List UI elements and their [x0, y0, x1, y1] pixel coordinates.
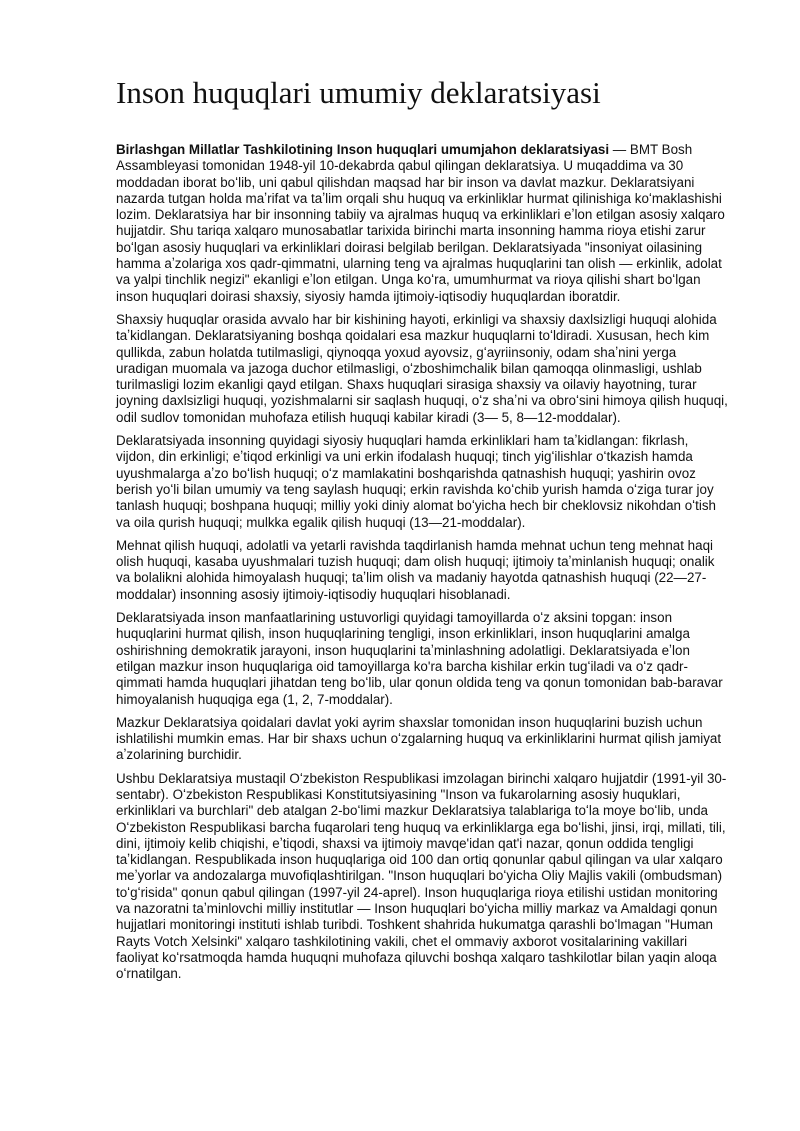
paragraph-intro [116, 142, 728, 305]
paragraph-principles: Deklaratsiyada inson manfaatlarining ustuvorligi quyidagi tamoyillarda oʻz aksini topgan: inson huquqlarini hurmat qilish, inson huquqlarining tengligi, inson erkinliklari, inson huquqlarini amalga oshirishning demokratik jarayoni, inson huquqlarini taʼminlashning adolatligi. Deklaratsiyada eʼlon etilgan mazkur inson huquqlariga oid tamoyillarga ko'ra barcha kishilar erkin tugʻiladi va oʻz qadr-qimmati hamda huquqlari jihatdan teng boʻlib, ular qonun oldida teng va qonun tomonidan bab-baravar himoyalanish huquqiga ega (1, 2, 7-moddalar). [116, 610, 723, 707]
page-title: Inson huquqlari umumiy deklaratsiyasi [116, 75, 601, 110]
lead-text: — BMT Bosh Assambleyasi tomonidan 1948-yil 10-dekabrda qabul qilingan deklaratsiya. U muqaddima va 30 moddadan iborat boʻlib, uni qabul qilishdan maqsad har bir inson va davlat mazkur. Deklaratsiyani nazarda tutgan holda maʼrifat va taʼlim orqali shu huquq va erkinliklar hurmat qilinishiga koʻmaklashishi lozim. Deklaratsiya har bir insonning tabiiy va ajralmas huquq va erkinliklari eʼlon etilgan asosiy xalqaro hujjatdir. Shu tariqa xalqaro munosabatlar tarixida birinchi marta insonning hamma rioya etishi zarur boʻlgan asosiy huquqlari va erkinliklari doirasi belgilab berilgan. Deklaratsiyada "insoniyat oilasining hamma aʼzolariga xos qadr-qimmatni, ularning teng va ajralmas huquqlarini tan olish — erkinlik, adolat va yalpi tinchlik negizi" ekanligi eʼlon etilgan. Unga koʻra, umumhurmat va rioya qilishi shart boʻlgan inson huquqlari doirasi shaxsiy, siyosiy hamda ijtimoiy-iqtisodiy huquqlardan iboratdir. [116, 142, 725, 304]
paragraph-political-rights: Deklaratsiyada insonning quyidagi siyosiy huquqlari hamda erkinliklari ham taʼkidlangan: fikrlash, vijdon, din erkinligi; eʼtiqod erkinligi va uni erkin ifodalash huquqi; tinch yigʻilishlar oʻtkazish hamda uyushmalarga aʼzo boʻlish huquqi; oʻz mamlakatini boshqarishda qatnashish huquqi; yashirin ovoz berish yoʻli bilan umumiy va teng saylash huquqi; erkin ravishda koʻchib yurish hamda oʻziga turar joy tanlash huquqi; boshpana huquqi; milliy yoki diniy alomat boʻyicha hech bir cheklovsiz nikohdan oʻtish va oila qurish huquqi; mulkka egalik qilish huquqi (13—21-moddalar). [116, 433, 716, 530]
document-page [116, 74, 728, 990]
paragraph-personal-rights: Shaxsiy huquqlar orasida avvalo har bir kishining hayoti, erkinligi va shaxsiy daxlsizligi huquqi alohida taʼkidlangan. Deklaratsiyaning boshqa qoidalari esa mazkur huquqlarni toʻldiradi. Xususan, hech kim qullikda, zabun holatda tutilmasligi, qiynoqqa yoxud ayovsiz, gʻayriinsoniy, odam shaʼnini yerga uradigan muomala va jazoga duchor etilmasligi, oʻzboshimchalik bilan qamoqqa olinmasligi, ushlab turilmasligi lozim ekanligi qayd etilgan. Shaxs huquqlari sirasiga shaxsiy va oilaviy hayotning, turar joyning daxlsizligi huquqi, yozishmalarni sir saqlash huquqi, oʻz shaʼni va obroʻsini himoya qilish huquqi, odil sudlov tomonidan muhofaza etilish huquqi kabilar kiradi (3— 5, 8—12-moddalar). [116, 311, 728, 425]
paragraph-socioeconomic-rights: Mehnat qilish huquqi, adolatli va yetarli ravishda taqdirlanish hamda mehnat uchun teng mehnat haqi olish huquqi, kasaba uyushmalari tuzish huquqi; dam olish huquqi; ijtimoiy taʼminlanish huquqi; onalik va bolalikni alohida himoyalash huquqi; taʼlim olish va madaniy hayotda qatnashish huquqi (22—27-moddalar) insonning asosiy ijtimoiy-iqtisodiy huquqlari hisoblanadi. [116, 537, 715, 602]
lead-term: Birlashgan Millatlar Tashkilotining Inson huquqlari umumjahon deklaratsiyasi [116, 142, 610, 157]
paragraph-limitations: Mazkur Deklaratsiya qoidalari davlat yoki ayrim shaxslar tomonidan inson huquqlarini buzish uchun ishlatilishi mumkin emas. Har bir shaxs uchun oʻzgalarning huquq va erkinliklarini hurmat qilish jamiyat aʼzolarining burchidir. [116, 714, 722, 763]
paragraph-uzbekistan: Ushbu Deklaratsiya mustaqil Oʻzbekiston Respublikasi imzolagan birinchi xalqaro hujjatdir (1991-yil 30-sentabr). Oʻzbekiston Respublikasi Konstitutsiyasining "Inson va fukarolarning asosiy huquklari, erkinliklari va burchlari" deb atalgan 2-boʻlimi mazkur Deklaratsiya talablariga toʻla moye boʻlib, unda Oʻzbekiston Respublikasi barcha fuqarolari teng huquq va erkinliklarga ega boʻlishi, jinsi, irqi, millati, tili, dini, ijtimoiy kelib chiqishi, eʼtiqodi, shaxsi va ijtimoiy mavqe'idan qat'i nazar, qonun oddida tengligi taʼkidlangan. Respublikada inson huquqlariga oid 100 dan ortiq qonunlar qabul qilingan va ular xalqaro meʼyorlar va andozalarga muvofiqlashtirilgan. "Inson huquqlari boʻyicha Oliy Majlis vakili (ombudsman) toʻgʻrisida" qonun qabul qilingan (1997-yil 24-aprel). Inson huquqlariga rioya etilishi ustidan monitoring va nazoratni taʼminlovchi milliy institutlar — Inson huquqlari boʻyicha milliy markaz va Amaldagi qonun hujjatlari monitoringi instituti ishlab turibdi. Toshkent shahrida hukumatga qarashli boʻlmagan "Human Rayts Votch Xelsinki" xalqaro tashkilotining vakili, chet el ommaviy axborot vositalarining vakillari faoliyat koʻrsatmoqda hamda huquqni muhofaza qiluvchi boshqa xalqaro tashkilotlar bilan yaqin aloqa oʻrnatilgan. [116, 770, 727, 982]
